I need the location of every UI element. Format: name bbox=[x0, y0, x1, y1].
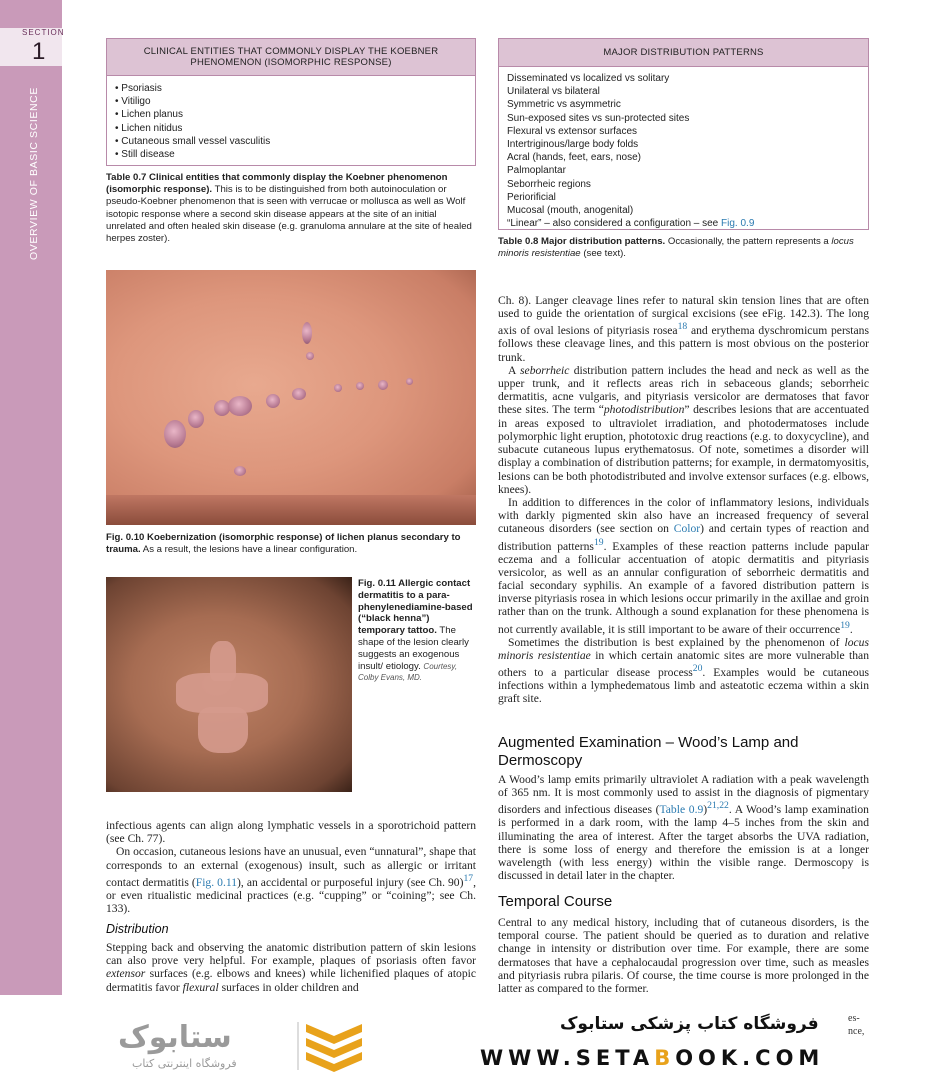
lesion bbox=[334, 384, 342, 392]
citation[interactable]: 18 bbox=[677, 321, 688, 333]
figure-koebnerization-caption bbox=[106, 532, 478, 556]
table-koebner-list bbox=[107, 76, 475, 167]
table-link[interactable]: Table 0.9 bbox=[659, 803, 704, 817]
lesion bbox=[292, 388, 306, 400]
table-distribution-item: Intertriginous/large body folds bbox=[507, 139, 639, 151]
section-label: SECTION bbox=[22, 28, 65, 37]
lesion bbox=[378, 380, 388, 390]
table-distribution-header: MAJOR DISTRIBUTION PATTERNS bbox=[499, 39, 868, 67]
table-distribution bbox=[498, 38, 869, 230]
table-distribution-list bbox=[499, 67, 868, 236]
left-column-text bbox=[106, 819, 476, 915]
lesion bbox=[356, 382, 364, 390]
heading-distribution: Distribution bbox=[106, 922, 169, 936]
heading-woods-lamp: Augmented Examination – Wood’s Lamp and Dermoscopy bbox=[498, 734, 799, 769]
lesion bbox=[234, 466, 246, 476]
caption-title: Fig. 0.10 Koebernization (isomorphic response) of lichen planus secondary to trauma. bbox=[106, 532, 461, 556]
citation[interactable]: 17 bbox=[463, 872, 474, 884]
table-distribution-caption bbox=[498, 236, 870, 260]
paragraph: Ch. 8). Langer cleavage lines refer to natural skin tension lines that are often used to guide the orientation of surgical excisions (see eFig. 142.3). The long axis of oval lesions of pityriasis rosea$^{18}$ and erythema dyschromicum perstans follows these cleavage lines, and this pattern is most obvious on the posterior trunk. bbox=[498, 294, 869, 364]
caption-italic: locus minoris resistentiae bbox=[498, 236, 854, 260]
figure-link[interactable]: Fig. 0.9 bbox=[721, 218, 755, 230]
table-distribution-item: “Linear” – also considered a configuration – see Fig. 0.9 bbox=[507, 218, 755, 230]
shop-url[interactable]: WWW.SETABOOK.COM bbox=[480, 1046, 825, 1070]
caption-text: This is to be distinguished from both autoinoculation or pseudo-Koebner phenomenon that is seen with verrucae or mollusca as well as Wolf isotopic response where a second skin disease appears at the site of an initial unrelated and often healed skin disease (e.g. granuloma annulare at the site of healed herpes zoster). bbox=[106, 184, 472, 245]
shop-name: فروشگاه کتاب پزشکی ستابوک bbox=[560, 1014, 819, 1034]
table-koebner-item: • Lichen nitidus bbox=[115, 122, 467, 135]
lesion bbox=[306, 352, 314, 360]
table-distribution-item: Sun-exposed sites vs sun-protected sites bbox=[507, 112, 690, 124]
table-distribution-item: Acral (hands, feet, ears, nose) bbox=[507, 152, 641, 164]
table-distribution-item: Flexural vs extensor surfaces bbox=[507, 125, 638, 137]
table-koebner-item: • Vitiligo bbox=[115, 95, 467, 108]
table-koebner-item: • Psoriasis bbox=[115, 82, 467, 95]
table-distribution-item: Disseminated vs localized vs solitary bbox=[507, 73, 670, 84]
photo-shadow-band bbox=[106, 495, 476, 525]
table-distribution-item: Periorificial bbox=[507, 191, 556, 203]
citation[interactable]: 19 bbox=[840, 619, 850, 631]
section-title: OVERVIEW OF BASIC SCIENCE bbox=[28, 87, 40, 260]
citation[interactable]: 21,22 bbox=[707, 800, 729, 812]
table-koebner-caption bbox=[106, 172, 476, 245]
heading-temporal-course: Temporal Course bbox=[498, 893, 613, 910]
table-koebner-item: • Lichen planus bbox=[115, 108, 467, 121]
table-koebner-item: • Cutaneous small vessel vasculitis bbox=[115, 135, 467, 148]
caption-title: Table 0.8 Major distribution patterns. bbox=[498, 236, 666, 247]
paragraph: In addition to differences in the color of inflammatory lesions, individuals with darkly pigmented skin also have an increased frequency of several cutaneous disorders (see section on Color) and certain types of reaction and distribution patterns$^{19}$. Examples of these reaction patterns include papular eczema and a follicular accentuation of atopic dermatitis and pityriasis versicolor, as well as an annular configuration of seborrheic dermatitis and facial secondary syphilis. An example of a favored distribution pattern is inverse pityriasis rosea in which lesions occur primarily in the axillae and groin rather than on the trunk. Although a sound explanation for these phenomena is not currently available, it is still important to be aware of their occurrence$^{19}$. bbox=[498, 495, 870, 636]
citation[interactable]: 19 bbox=[593, 536, 604, 548]
caption-title: Fig. 0.11 Allergic contact dermatitis to a para-phenylenediamine-based (“black henna”) temporary tattoo. bbox=[358, 578, 473, 637]
table-koebner bbox=[106, 38, 476, 166]
table-koebner-item: • Still disease bbox=[115, 148, 467, 161]
tattoo-shape bbox=[198, 707, 248, 753]
caption-text: As a result, the lesions have a linear configuration. bbox=[140, 544, 358, 556]
section-link[interactable]: Color bbox=[673, 522, 701, 536]
caption-title: Table 0.7 Clinical entities that commonly display the Koebner phenomenon (isomorphic response). bbox=[106, 172, 448, 196]
lesion bbox=[188, 410, 204, 428]
citation[interactable]: 20 bbox=[692, 663, 703, 675]
woods-lamp-text bbox=[498, 773, 869, 882]
caption-credit: Courtesy, Colby Evans, MD. bbox=[358, 661, 458, 683]
lesion bbox=[266, 394, 280, 408]
paragraph: Sometimes the distribution is best explained by the phenomenon of locus minoris resistentiae in which certain anatomic sites are more vulnerable than others to a particular disease process$^{20}$. Examples would be cutaneous infections within a lymphedematous limb and asteatotic eczema within a skin graft site. bbox=[498, 635, 870, 706]
section-number: 1 bbox=[32, 38, 46, 65]
figure-link[interactable]: Fig. 0.11 bbox=[195, 875, 238, 889]
table-distribution-item: Seborrheic regions bbox=[507, 178, 591, 190]
lesion bbox=[406, 378, 413, 385]
temporal-course-text bbox=[498, 916, 869, 995]
paragraph: infectious agents can align along lymphatic vessels in a sporotrichoid pattern (see Ch. 77). bbox=[106, 819, 476, 846]
lesion bbox=[164, 420, 186, 448]
paragraph: On occasion, cutaneous lesions have an unusual, even “unnatural”, shape that corresponds to an external (exogenous) insult, such as allergic or irritant contact dermatitis (Fig. 0.11), an accidental or purposeful injury (see Ch. 90)$^{17}$, or even ritualistic medicinal practices (e.g. “cupping” or “coining”; see Ch. 133). bbox=[106, 845, 477, 916]
paragraph: Stepping back and observing the anatomic distribution pattern of skin lesions can also prove very helpful. For example, plaques of psoriasis often favor extensor surfaces (e.g. elbows and knees) while lichenified plaques of atopic dermatitis favor flexural surfaces in older children and bbox=[106, 941, 476, 994]
right-column-text bbox=[498, 294, 869, 706]
distribution-text bbox=[106, 941, 476, 994]
caption-end: (see text). bbox=[580, 248, 626, 260]
figure-koebnerization-photo bbox=[106, 270, 476, 525]
cut-off-text: es- nce, bbox=[848, 1013, 865, 1037]
lesion bbox=[228, 396, 252, 416]
paragraph: A Wood’s lamp emits primarily ultraviolet A radiation with a peak wavelength of 365 nm. It is most commonly used to assist in the diagnosis of pigmentary disorders and infectious diseases (Table 0.9)$^{21,22}$. A Wood’s lamp examination is performed in a dark room, with the lamp 4–5 inches from the skin and illuminating the area of interest. After the target absorbs the UVA radiation, there is some loss of energy and therefore the emission is at a longer wavelength (with less energy) within the visible range. Dermoscopy is discussed in detail later in the chapter. bbox=[498, 773, 869, 883]
table-distribution-item: Symmetric vs asymmetric bbox=[507, 99, 621, 111]
table-distribution-item: Mucosal (mouth, anogenital) bbox=[507, 205, 634, 217]
paragraph: A seborrheic distribution pattern includes the head and neck as well as the upper trunk, and it reflects areas rich in sebaceous glands; seborrheic dermatitis, acne vulgaris, and pityriasis versicolor are dermatoses that favor these sites. The term “photodistribution” describes lesions that are accentuated in areas exposed to ultraviolet irradiation, and photodermatoses include polymorphic light eruption, phototoxic drug reactions (e.g. to doxycycline), and subacute cutaneous lupus erythematosus. Of note, sometimes a disorder will display a combination of distribution patterns; for example, in dermatomyositis, lesions can be both photodistributed and involve extensor surfaces (e.g. elbows, knees). bbox=[498, 363, 869, 496]
setabook-logo: ستابوک bbox=[118, 1020, 232, 1055]
lesion bbox=[302, 322, 312, 344]
figure-henna-tattoo-photo bbox=[106, 577, 352, 792]
book-chevron-icon bbox=[296, 1018, 366, 1073]
setabook-logo-subtitle: فروشگاه اینترنتی کتاب bbox=[132, 1057, 237, 1070]
caption-text: Occasionally, the pattern represents a bbox=[665, 236, 832, 247]
table-distribution-item: Palmoplantar bbox=[507, 165, 566, 177]
table-distribution-item: Unilateral vs bilateral bbox=[507, 86, 600, 98]
paragraph: Central to any medical history, including that of cutaneous disorders, is the temporal course. The patient should be queried as to duration and relative change in intensity or distribution over time. For example, there are some dermatoses that have a cephalocaudal progression over time, such as measles and pityriasis rubra pilaris. Of course, the time course is more prolonged in the latter as compared to the former. bbox=[498, 916, 869, 996]
caption-text: The shape of the lesion clearly suggests an exogenous insult/ etiology. bbox=[358, 625, 469, 672]
table-koebner-header: CLINICAL ENTITIES THAT COMMONLY DISPLAY THE KOEBNER PHENOMENON (ISOMORPHIC RESPONSE) bbox=[107, 39, 475, 76]
figure-henna-tattoo-caption bbox=[358, 578, 476, 684]
